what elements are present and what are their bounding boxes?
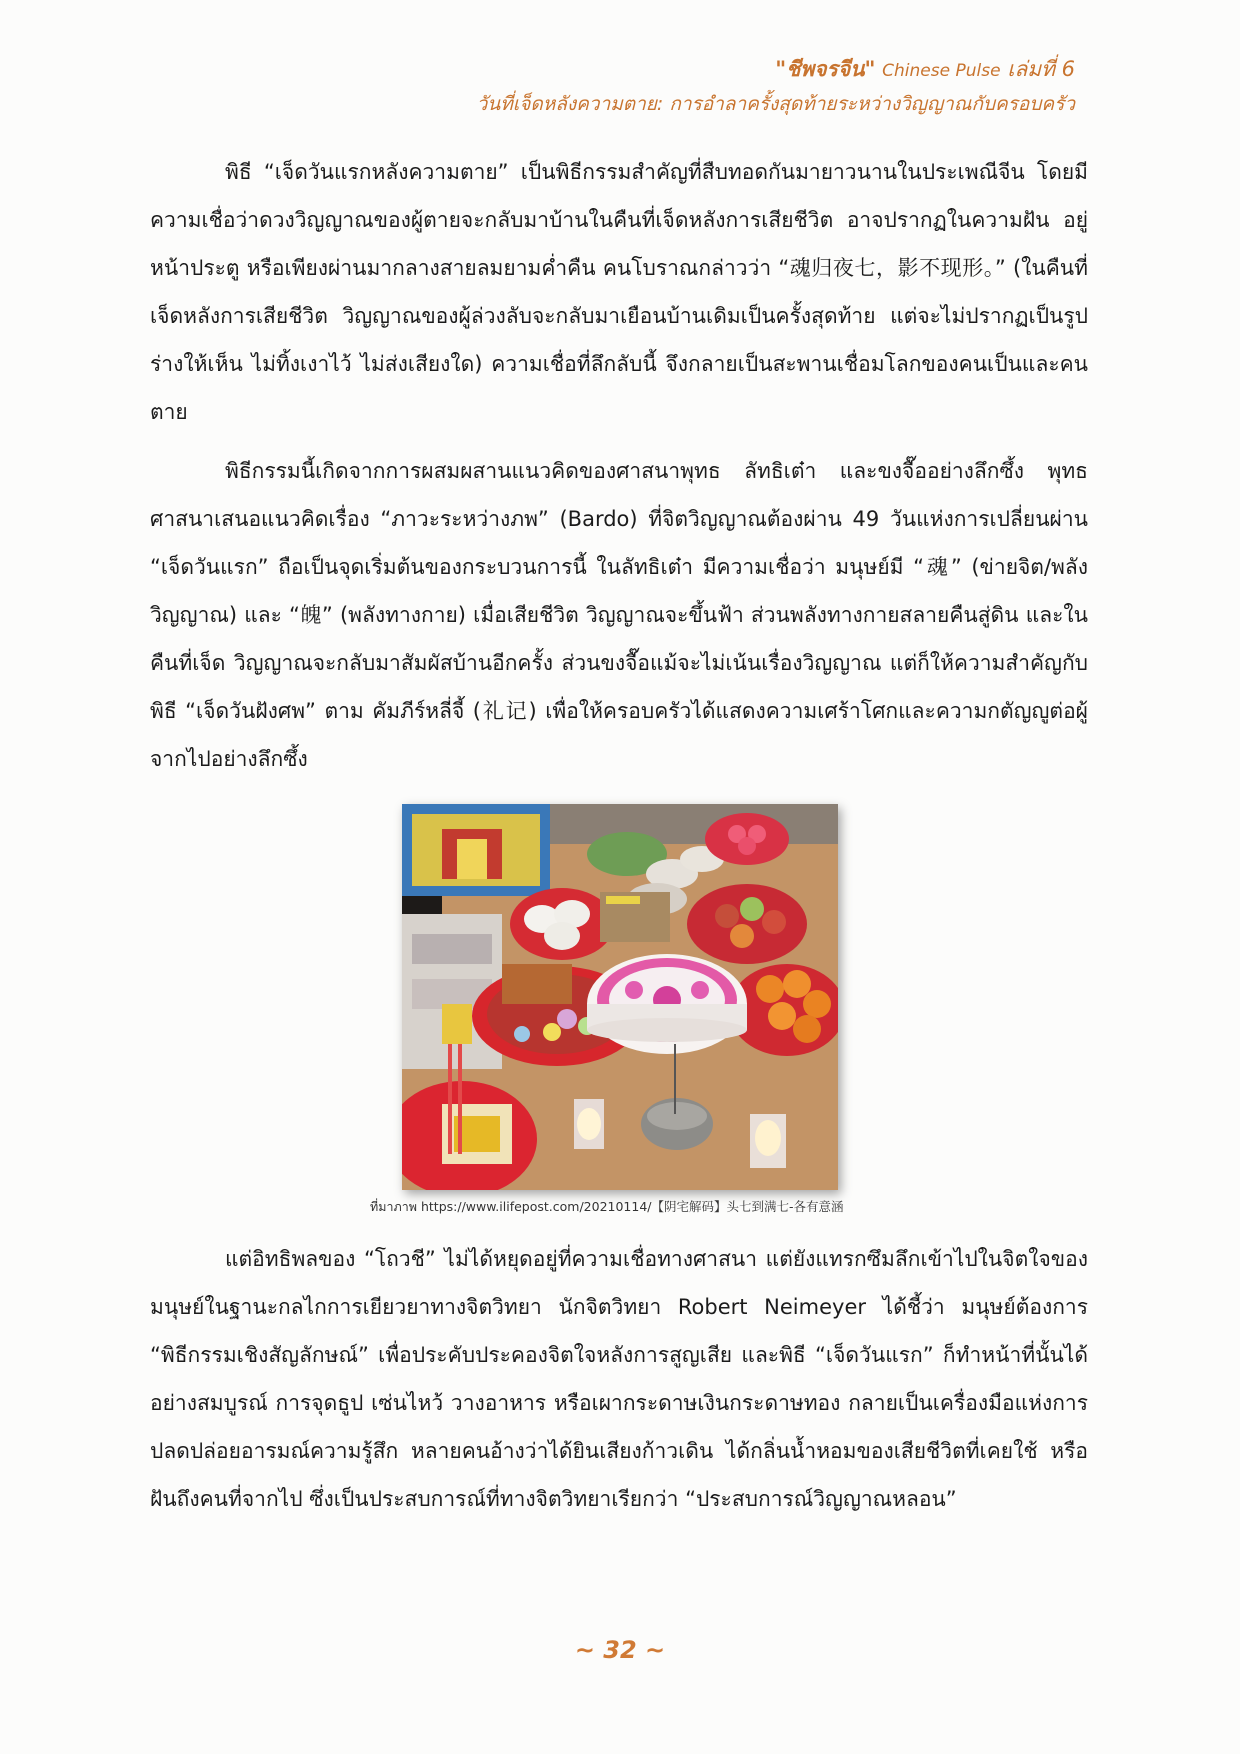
magazine-line (477, 52, 1075, 88)
issue-number: เล่มที่ 6 (1007, 57, 1075, 81)
page-number: ~ 32 ~ (574, 1636, 666, 1664)
paper-box (402, 804, 550, 896)
paragraph-1: พิธี “เจ็ดวันแรกหลังความตาย” เป็นพิธีกรรมสำคัญที่สืบทอดกันมายาวนานในประเพณีจีน โดยมีความเชื่อว่าดวงวิญญาณของผู้ตายจะกลับมาบ้านในคืนที่เจ็ดหลังการเสียชีวิต อาจปรากฏในความฝัน อยู่หน้าประตู หรือเพียงผ่านมากลางสายลมยามค่ำคืน คนโบราณกล่าวว่า “魂归夜七，影不现形。” (ในคืนที่เจ็ดหลังการเสียชีวิต วิญญาณของผู้ล่วงลับจะกลับมาเยือนบ้านเดิมเป็นครั้งสุดท้าย แต่จะไม่ปรากฏเป็นรูปร่างให้เห็น ไม่ทิ้งเงาไว้ ไม่ส่งเสียงใด) ความเชื่อที่ลึกลับนี้ จึงกลายเป็นสะพานเชื่อมโลกของคนเป็นและคนตาย (150, 160, 1088, 424)
magazine-name-thai: "ชีพจรจีน" (775, 57, 876, 81)
figure-caption: ที่มาภาพ https://www.ilifepost.com/20210114/【阴宅解码】头七到满七-各有意涵 (370, 1199, 844, 1214)
paragraph-2: พิธีกรรมนี้เกิดจากการผสมผสานแนวคิดของศาสนาพุทธ ลัทธิเต๋า และขงจื๊ออย่างลึกซึ้ง พุทธศาสนาเสนอแนวคิดเรื่อง “ภาวะระหว่างภพ” (Bardo) ที่จิตวิญญาณต้องผ่าน 49 วันแห่งการเปลี่ยนผ่าน “เจ็ดวันแรก” ถือเป็นจุดเริ่มต้นของกระบวนการนี้ ในลัทธิเต๋า มีความเชื่อว่า มนุษย์มี “魂” (ข่ายจิต/พลังวิญญาณ) และ “魄” (พลังทางกาย) เมื่อเสียชีวิต วิญญาณจะขึ้นฟ้า ส่วนพลังทางกายสลายคืนสู่ดิน และในคืนที่เจ็ด วิญญาณจะกลับมาสัมผัสบ้านอีกครั้ง ส่วนขงจื๊อแม้จะไม่เน้นเรื่องวิญญาณ แต่ก็ให้ความสำคัญกับพิธี “เจ็ดวันฝังศพ” ตาม คัมภีร์หลี่จี้ (礼记) เพื่อให้ครอบครัวได้แสดงความเศร้าโศกและความกตัญญูต่อผู้จากไปอย่างลึกซึ้ง (150, 459, 1088, 771)
magazine-name-english: Chinese Pulse (882, 61, 1001, 81)
offering-table-photo (402, 804, 838, 1190)
page-header (477, 52, 1075, 120)
paragraph-3: แต่อิทธิพลของ “โถวชี” ไม่ได้หยุดอยู่ที่ความเชื่อทางศาสนา แต่ยังแทรกซึมลึกเข้าไปในจิตใจของมนุษย์ในฐานะกลไกการเยียวยาทางจิตวิทยา นักจิตวิทยา Robert Neimeyer ได้ชี้ว่า มนุษย์ต้องการ “พิธีกรรมเชิงสัญลักษณ์” เพื่อประคับประคองจิตใจหลังการสูญเสีย และพิธี “เจ็ดวันแรก” ก็ทำหน้าที่นั้นได้อย่างสมบูรณ์ การจุดธูป เซ่นไหว้ วางอาหาร หรือเผากระดาษเงินกระดาษทอง กลายเป็นเครื่องมือแห่งการปลดปล่อยอารมณ์ความรู้สึก หลายคนอ้างว่าได้ยินเสียงก้าวเดิน ได้กลิ่นน้ำหอมของเสียชีวิตที่เคยใช้ หรือฝันถึงคนที่จากไป ซึ่งเป็นประสบการณ์ที่ทางจิตวิทยาเรียกว่า “ประสบการณ์วิญญาณหลอน” (150, 1247, 1088, 1511)
article-title: วันที่เจ็ดหลังความตาย: การอำลาครั้งสุดท้ายระหว่างวิญญาณกับครอบครัว (476, 93, 1075, 115)
